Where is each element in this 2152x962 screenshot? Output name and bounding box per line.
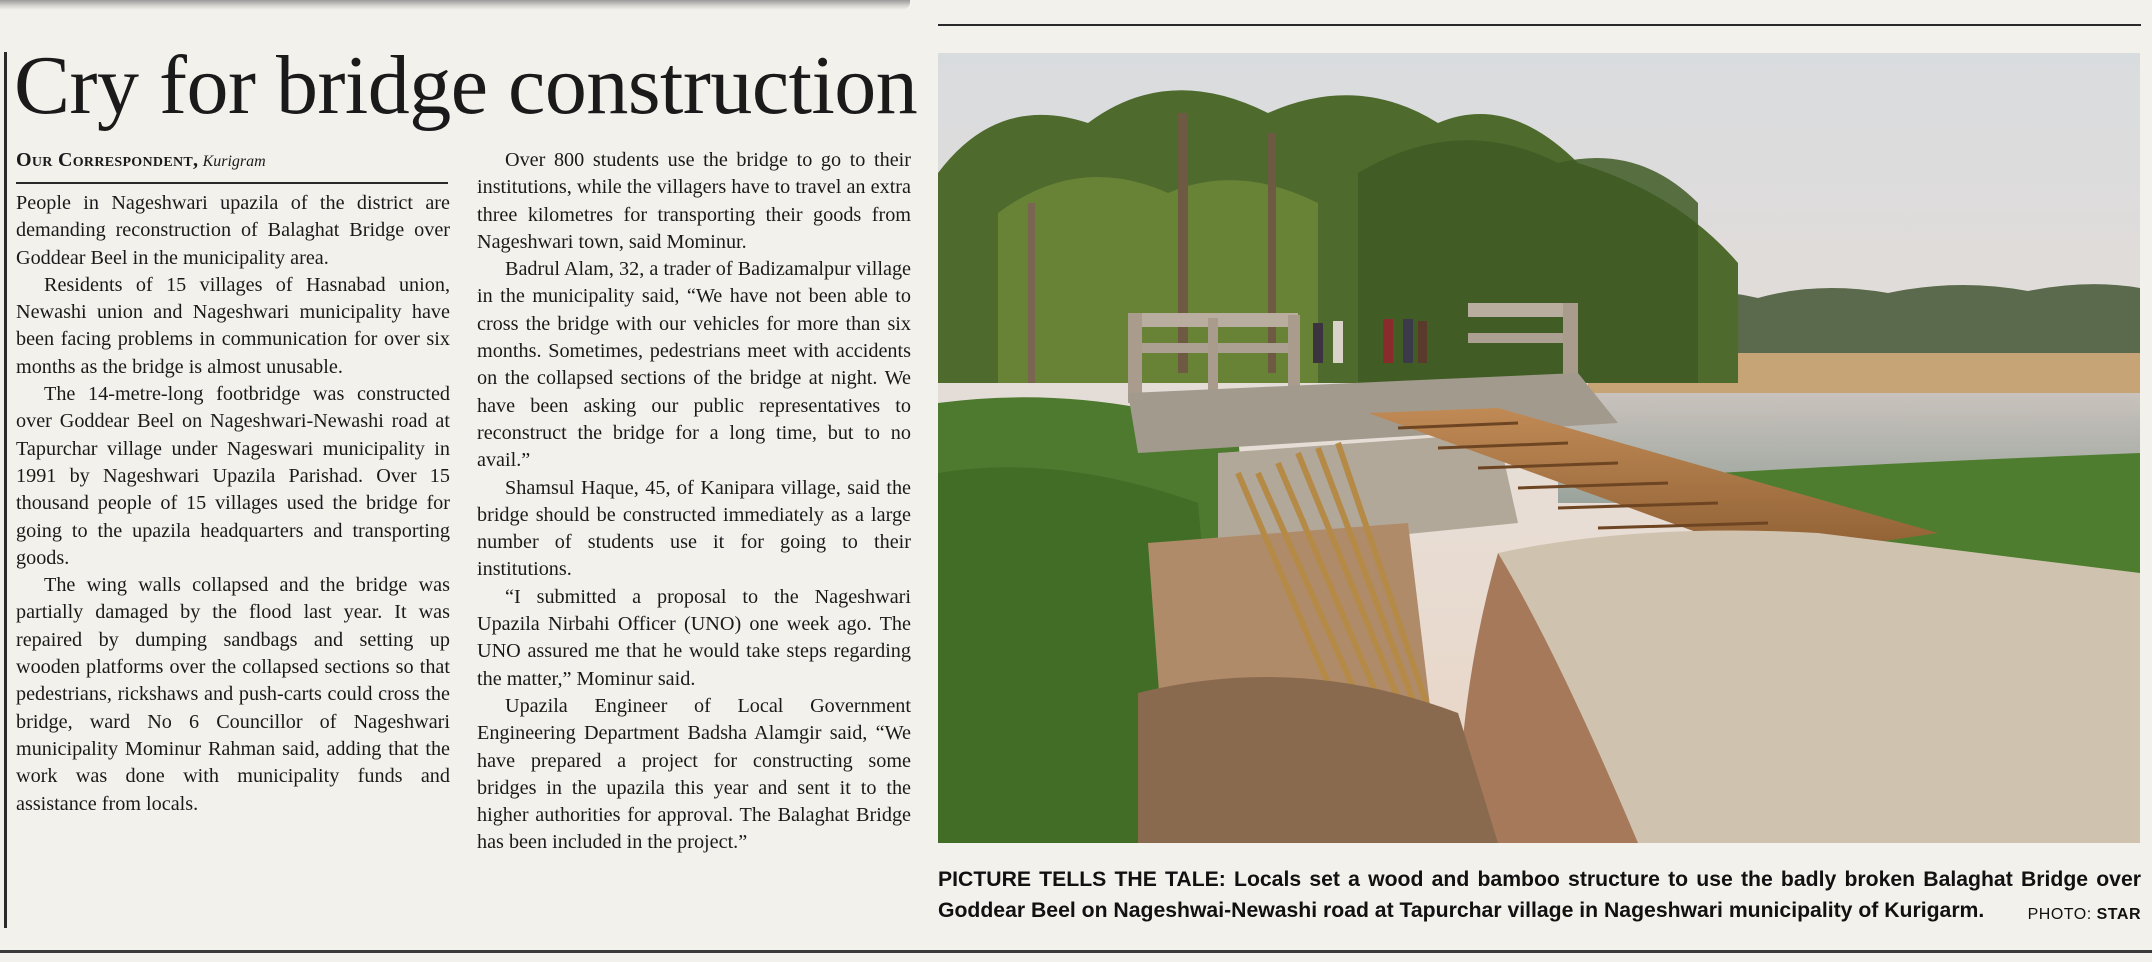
article-column-1 xyxy=(16,190,450,818)
byline xyxy=(16,148,448,184)
paragraph: Badrul Alam, 32, a trader of Badizamalpur village in the municipality said, “We have not been able to cross the bridge with our vehicles for more than six months. Sometimes, pedestrians meet with accidents on the collapsed sections of the bridge at night. We have been asking our public representatives to reconstruct the bridge for a long time, but to no avail.” xyxy=(477,258,911,472)
previous-story-edge xyxy=(0,0,910,10)
left-column-rule xyxy=(4,52,7,928)
headline: Cry for bridge construction xyxy=(14,39,918,132)
photo-credit-label: PHOTO: xyxy=(2027,906,2092,923)
paragraph: Shamsul Haque, 45, of Kanipara village, said the bridge should be constructed immediately as a large number of students use it for going to their institutions. xyxy=(477,476,911,581)
byline-location: Kurigram xyxy=(202,153,266,170)
photo-credit xyxy=(2028,899,2141,930)
article-column-2 xyxy=(477,147,911,857)
paragraph: Over 800 students use the bridge to go to their institutions, while the villagers have to travel an extra three kilometres for transporting their goods from Nageshwari town, said Mominur. xyxy=(477,149,911,253)
byline-correspondent: Our Correspondent, xyxy=(16,149,199,171)
photo-caption-text: PICTURE TELLS THE TALE: Locals set a wood and bamboo structure to use the badly broken Balaghat Bridge over Goddear Beel on Nageshwai-Newashi road at Tapurchar village in Nageshwari municipality of Kurigarm. xyxy=(938,868,2141,922)
paragraph: Upazila Engineer of Local Government Engineering Department Badsha Alamgir said, “We have prepared a project for constructing some bridges in the upazila this year and sent it to the higher authorities for approval. The Balaghat Bridge has been included in the project.” xyxy=(477,694,911,854)
bridge-photo-illustration xyxy=(938,53,2140,843)
bridge-photo xyxy=(938,53,2140,843)
paragraph: The 14-metre-long footbridge was constructed over Goddear Beel on Nageshwari-Newashi road at Tapurchar village under Nageswari municipality in 1991 by Nageshwari Upazila Parishad. Over 15 thousand people of 15 villages used the bridge for going to the upazila headquarters and transporting goods. xyxy=(16,383,450,569)
paragraph: Residents of 15 villages of Hasnabad union, Newashi union and Nageshwari municipality have been facing problems in communication for over six months as the bridge is almost unusable. xyxy=(16,273,450,378)
top-divider xyxy=(938,24,2141,26)
bottom-divider xyxy=(0,950,2152,953)
paragraph: The wing walls collapsed and the bridge was partially damaged by the flood last year. It was repaired by dumping sandbags and setting up wooden platforms over the collapsed sections so that pedestrians, rickshaws and push-carts could cross the bridge, ward No 6 Councillor of Nageshwari municipality Mominur Rahman said, adding that the work was done with municipality funds and assistance from locals. xyxy=(16,574,450,815)
paragraph: People in Nageshwari upazila of the district are demanding reconstruction of Balaghat Bridge over Goddear Beel in the municipality area. xyxy=(16,192,450,269)
photo-credit-source: STAR xyxy=(2096,906,2141,923)
paragraph: “I submitted a proposal to the Nageshwari Upazila Nirbahi Officer (UNO) one week ago. The UNO assured me that he would take steps regarding the matter,” Mominur said. xyxy=(477,585,911,690)
photo-caption xyxy=(938,864,2141,930)
